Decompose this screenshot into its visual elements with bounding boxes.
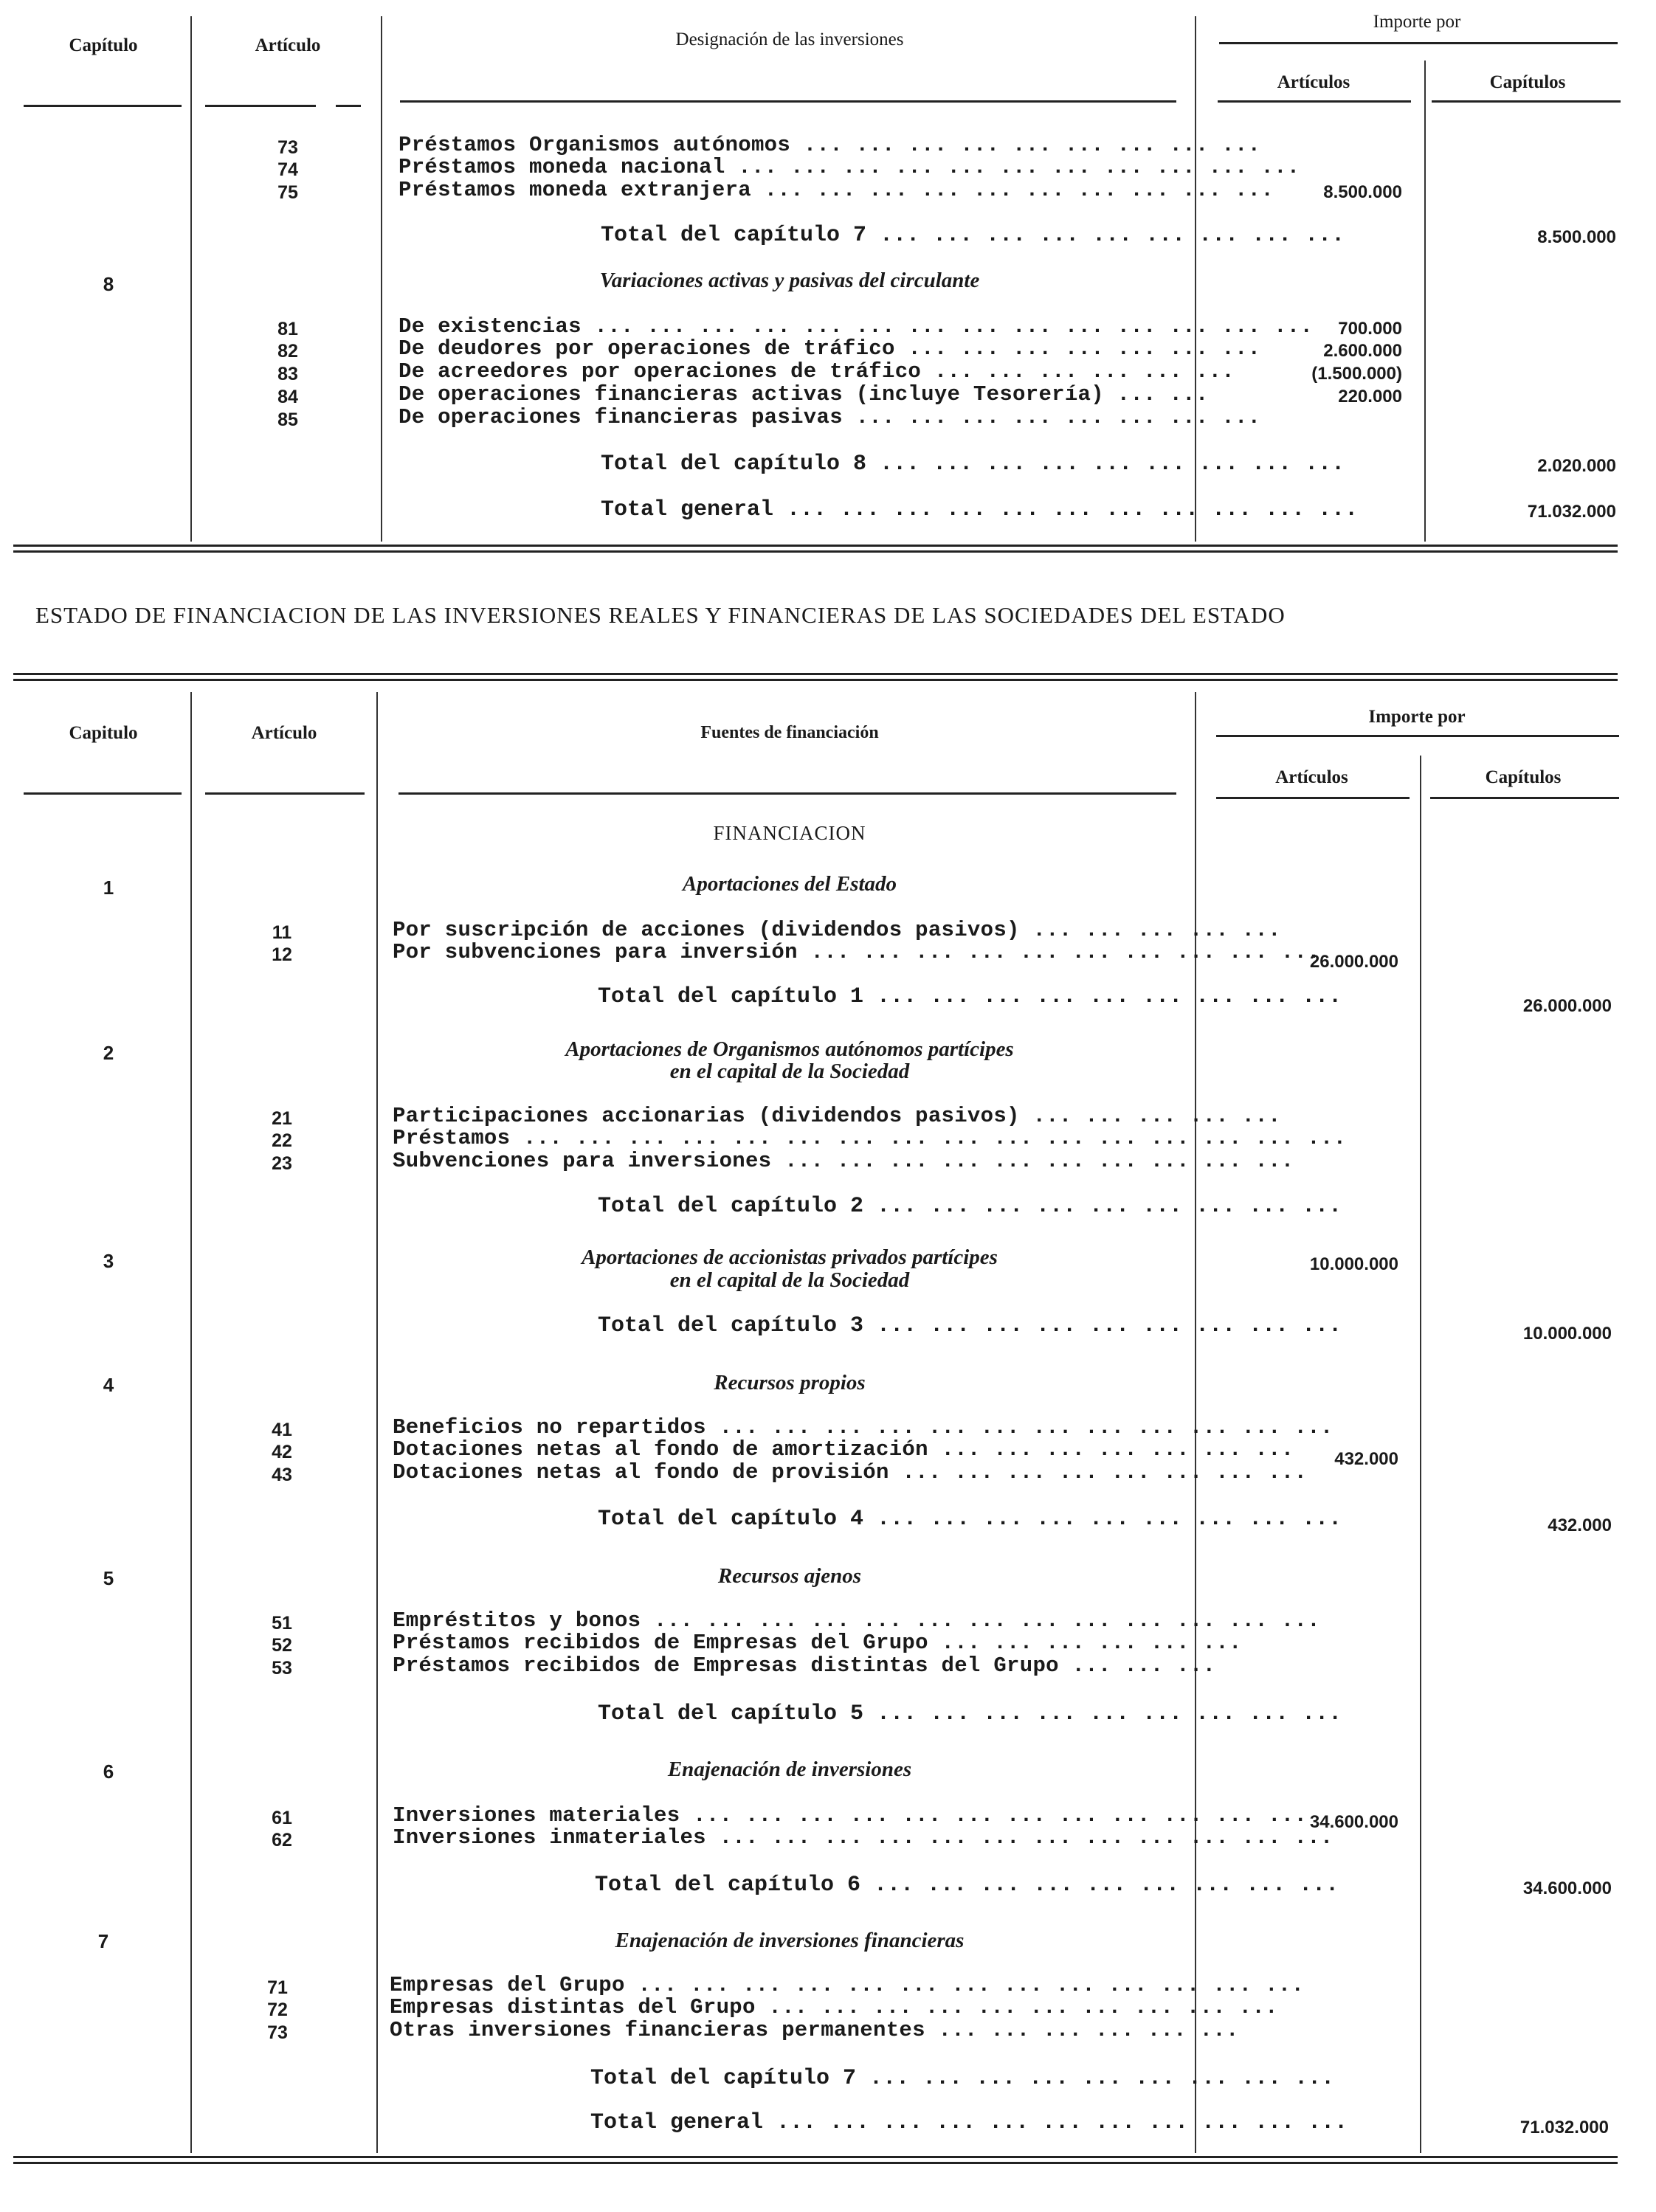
total-label: Total del capítulo 5 ... ... ... ... ... ... ... ... ... bbox=[598, 1701, 1342, 1727]
section-title: Variaciones activas y pasivas del circulante bbox=[599, 269, 980, 292]
table-top-rule bbox=[13, 673, 1618, 675]
total-label: Total del capítulo 1 ... ... ... ... ... ... ... ... ... bbox=[598, 984, 1342, 1009]
chapter-total: 10.000.000 bbox=[1522, 1324, 1612, 1344]
article-number: 84 bbox=[277, 387, 298, 407]
row-description: Empresas del Grupo ... ... ... ... ... ... ... ... ... ... ... ... ... bbox=[390, 1973, 1305, 1997]
article-number: 85 bbox=[277, 409, 298, 430]
total-label: Total del capítulo 7 ... ... ... ... ... ... ... ... ... bbox=[590, 2066, 1335, 2091]
article-number: 22 bbox=[272, 1130, 292, 1151]
row-description: De operaciones financieras activas (incluye Tesorería) ... ... bbox=[399, 382, 1209, 407]
article-number: 74 bbox=[277, 159, 298, 180]
row-description: Inversiones inmateriales ... ... ... ... ... ... ... ... ... ... ... ... bbox=[393, 1825, 1334, 1850]
row-description: Inversiones materiales ... ... ... ... ... ... ... ... ... ... ... ... bbox=[393, 1803, 1308, 1828]
article-number: 53 bbox=[272, 1658, 292, 1679]
header-articulo: Artículo bbox=[255, 35, 321, 55]
row-description: Empresas distintas del Grupo ... ... ... ... ... ... ... ... ... ... bbox=[390, 1995, 1278, 2019]
header-rule bbox=[336, 105, 361, 107]
header-rule bbox=[24, 792, 182, 795]
header-capitulos: Capítulos bbox=[1485, 767, 1562, 787]
table-top-rule bbox=[13, 679, 1618, 681]
chapter-number: 6 bbox=[103, 1760, 114, 1783]
chapter-total: 432.000 bbox=[1548, 1515, 1612, 1535]
article-number: 62 bbox=[272, 1830, 292, 1850]
page-title: ESTADO DE FINANCIACION DE LAS INVERSIONES REALES Y FINANCIERAS DE LAS SOCIEDADES DEL ESTADO bbox=[35, 602, 1286, 628]
row-description: Préstamos moneda extranjera ... ... ... ... ... ... ... ... ... ... bbox=[399, 178, 1274, 202]
section-title: Aportaciones de Organismos autónomos partícipes bbox=[565, 1037, 1014, 1061]
article-number: 73 bbox=[267, 2022, 288, 2043]
header-capitulo: Capítulo bbox=[69, 35, 138, 55]
chapter-number: 5 bbox=[103, 1567, 114, 1589]
article-number: 83 bbox=[277, 364, 298, 384]
chapter-number: 2 bbox=[103, 1042, 114, 1064]
total-general-label: Total general ... ... ... ... ... ... ... ... ... ... ... bbox=[601, 497, 1359, 522]
financiacion-heading: FINANCIACION bbox=[713, 822, 866, 844]
column-rule bbox=[190, 16, 192, 542]
chapter-number: 7 bbox=[97, 1930, 109, 1952]
row-description: Empréstitos y bonos ... ... ... ... ... ... ... ... ... ... ... ... ... bbox=[393, 1608, 1320, 1633]
article-number: 72 bbox=[267, 2000, 288, 2020]
row-description: De acreedores por operaciones de tráfico ... ... ... ... ... ... bbox=[399, 359, 1235, 384]
total-general-label: Total general ... ... ... ... ... ... ... ... ... ... ... bbox=[590, 2110, 1348, 2135]
column-rule bbox=[376, 692, 378, 2153]
header-capitulo: Capitulo bbox=[69, 723, 138, 743]
header-articulo: Artículo bbox=[251, 723, 317, 743]
row-description: Por subvenciones para inversión ... ... ... ... ... ... ... ... ... ... bbox=[393, 940, 1320, 964]
header-rule bbox=[1219, 42, 1618, 44]
row-description: De operaciones financieras pasivas ... ... ... ... ... ... ... ... bbox=[399, 405, 1261, 429]
section-title: Enajenación de inversiones financieras bbox=[615, 1929, 965, 1952]
article-number: 52 bbox=[272, 1635, 292, 1656]
chapter-total: 2.020.000 bbox=[1537, 456, 1616, 476]
total-label: Total del capítulo 4 ... ... ... ... ... ... ... ... ... bbox=[598, 1507, 1342, 1532]
article-amount: (1.500.000) bbox=[1311, 364, 1402, 384]
header-importe-por: Importe por bbox=[1368, 707, 1466, 727]
chapter-number: 8 bbox=[103, 273, 114, 295]
header-rule bbox=[1216, 735, 1619, 737]
total-label: Total del capítulo 6 ... ... ... ... ... ... ... ... ... bbox=[595, 1873, 1339, 1898]
chapter-total: 34.600.000 bbox=[1522, 1879, 1612, 1898]
table-bottom-rule bbox=[13, 2162, 1618, 2164]
header-importe-por: Importe por bbox=[1373, 12, 1461, 32]
section-title: Recursos ajenos bbox=[717, 1564, 862, 1588]
row-description: Préstamos ... ... ... ... ... ... ... ... ... ... ... ... ... ... ... ... bbox=[393, 1126, 1347, 1150]
article-amount: 8.500.000 bbox=[1323, 182, 1402, 202]
article-amount: 2.600.000 bbox=[1323, 341, 1402, 361]
article-number: 75 bbox=[277, 182, 298, 203]
row-description: Dotaciones netas al fondo de amortización ... ... ... ... ... ... ... bbox=[393, 1437, 1294, 1462]
chapter-number: 4 bbox=[103, 1374, 114, 1396]
header-rule bbox=[24, 105, 182, 107]
header-rule bbox=[1216, 797, 1410, 799]
article-number: 73 bbox=[277, 137, 298, 158]
article-number: 23 bbox=[272, 1153, 292, 1174]
header-rule bbox=[1430, 797, 1619, 799]
section-title: Aportaciones de accionistas privados partícipes bbox=[582, 1245, 998, 1269]
row-description: Beneficios no repartidos ... ... ... ... ... ... ... ... ... ... ... ... bbox=[393, 1415, 1334, 1439]
total-general-value: 71.032.000 bbox=[1519, 2118, 1609, 2137]
article-amount: 220.000 bbox=[1338, 387, 1402, 407]
section-title: Aportaciones del Estado bbox=[682, 872, 897, 896]
column-rule bbox=[1424, 61, 1426, 542]
row-description: Préstamos recibidos de Empresas distintas del Grupo ... ... ... bbox=[393, 1653, 1216, 1678]
section-title: Recursos propios bbox=[714, 1371, 866, 1394]
article-number: 82 bbox=[277, 341, 298, 362]
row-description: Otras inversiones financieras permanentes ... ... ... ... ... ... bbox=[390, 2018, 1239, 2042]
total-label: Total del capítulo 7 ... ... ... ... ... ... ... ... ... bbox=[601, 223, 1345, 248]
header-designacion: Designación de las inversiones bbox=[675, 30, 904, 49]
article-number: 43 bbox=[272, 1465, 292, 1485]
article-number: 81 bbox=[277, 319, 298, 339]
chapter-number: 3 bbox=[103, 1250, 114, 1272]
header-fuentes: Fuentes de financiación bbox=[700, 723, 879, 742]
chapter-total: 8.500.000 bbox=[1537, 227, 1616, 247]
header-articulos: Artículos bbox=[1277, 72, 1350, 92]
header-rule bbox=[1218, 100, 1411, 103]
article-number: 41 bbox=[272, 1420, 292, 1440]
row-description: Participaciones accionarias (dividendos pasivos) ... ... ... ... ... bbox=[393, 1104, 1281, 1128]
total-label: Total del capítulo 3 ... ... ... ... ... ... ... ... ... bbox=[598, 1313, 1342, 1338]
table-bottom-rule bbox=[13, 550, 1618, 553]
header-rule bbox=[1432, 100, 1621, 103]
table-bottom-rule bbox=[13, 545, 1618, 547]
row-description: Préstamos Organismos autónomos ... ... ... ... ... ... ... ... ... bbox=[399, 133, 1261, 157]
article-amount: 700.000 bbox=[1338, 319, 1402, 339]
article-number: 61 bbox=[272, 1808, 292, 1828]
row-description: Subvenciones para inversiones ... ... ... ... ... ... ... ... ... ... bbox=[393, 1149, 1294, 1173]
section-title: en el capital de la Sociedad bbox=[669, 1268, 910, 1292]
section-title: en el capital de la Sociedad bbox=[669, 1060, 910, 1083]
article-amount: 10.000.000 bbox=[1309, 1254, 1398, 1274]
article-number: 71 bbox=[267, 1977, 288, 1998]
row-description: De deudores por operaciones de tráfico ... ... ... ... ... ... ... bbox=[399, 336, 1261, 361]
total-label: Total del capítulo 2 ... ... ... ... ... ... ... ... ... bbox=[598, 1194, 1342, 1219]
row-description: Por suscripción de acciones (dividendos pasivos) ... ... ... ... ... bbox=[393, 918, 1281, 942]
column-rule bbox=[381, 16, 382, 542]
article-number: 12 bbox=[272, 944, 292, 965]
article-number: 11 bbox=[272, 922, 292, 943]
article-number: 51 bbox=[272, 1613, 292, 1634]
article-amount: 26.000.000 bbox=[1309, 952, 1398, 972]
row-description: De existencias ... ... ... ... ... ... ... ... ... ... ... ... ... ... bbox=[399, 314, 1314, 339]
article-number: 21 bbox=[272, 1108, 292, 1129]
row-description: Préstamos recibidos de Empresas del Grupo ... ... ... ... ... ... bbox=[393, 1631, 1242, 1655]
total-label: Total del capítulo 8 ... ... ... ... ... ... ... ... ... bbox=[601, 452, 1345, 477]
row-description: Préstamos moneda nacional ... ... ... ... ... ... ... ... ... ... ... bbox=[399, 155, 1300, 179]
header-capitulos: Capítulos bbox=[1489, 72, 1566, 92]
header-articulos: Artículos bbox=[1275, 767, 1348, 787]
article-number: 42 bbox=[272, 1442, 292, 1462]
column-rule bbox=[1420, 756, 1421, 2153]
column-rule bbox=[190, 692, 192, 2153]
table-bottom-rule bbox=[13, 2156, 1618, 2158]
chapter-number: 1 bbox=[103, 877, 114, 899]
total-general-value: 71.032.000 bbox=[1527, 502, 1616, 522]
article-amount: 432.000 bbox=[1334, 1449, 1398, 1469]
header-rule bbox=[399, 792, 1176, 795]
header-rule bbox=[205, 792, 365, 795]
article-amount: 34.600.000 bbox=[1309, 1812, 1398, 1832]
chapter-total: 26.000.000 bbox=[1522, 996, 1612, 1016]
header-rule bbox=[205, 105, 316, 107]
section-title: Enajenación de inversiones bbox=[667, 1757, 912, 1781]
row-description: Dotaciones netas al fondo de provisión ... ... ... ... ... ... ... ... bbox=[393, 1460, 1308, 1485]
header-rule bbox=[400, 100, 1176, 103]
